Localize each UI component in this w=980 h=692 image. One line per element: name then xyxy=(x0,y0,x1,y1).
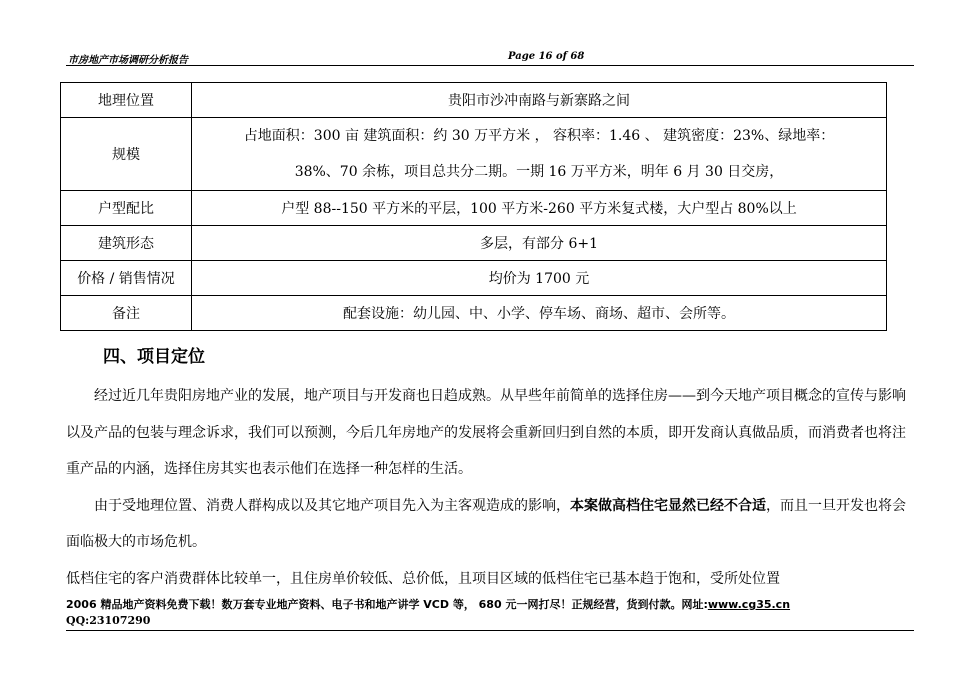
table-row xyxy=(61,118,887,191)
footer-promo-text: 2006 精品地产资料免费下载！数万套专业地产资料、电子书和地产讲学 VCD 等， 680 元一网打尽！正规经营，货到付款。网址: xyxy=(66,598,708,611)
table-row xyxy=(61,191,887,226)
table-row xyxy=(61,83,887,118)
row-value: 配套设施：幼儿园、中、小学、停车场、商场、超市、会所等。 xyxy=(192,296,887,331)
row-label: 户型配比 xyxy=(61,191,192,226)
footer-qq: QQ:23107290 xyxy=(66,614,151,627)
paragraph: 经过近几年贵阳房地产业的发展，地产项目与开发商也日趋成熟。从早些年前简单的选择住房——到今天地产项目概念的宣传与影响以及产品的包装与理念诉求，我们可以预测，今后几年房地产的发展将会重新回归到自然的本质，即开发商认真做品质，而消费者也将注重产品的内涵，选择住房其实也表示他们在选择一种怎样的生活。 xyxy=(66,388,906,477)
row-label: 建筑形态 xyxy=(61,226,192,261)
body-text xyxy=(66,378,916,597)
section-heading: 四、项目定位 xyxy=(103,347,205,367)
page-header xyxy=(66,47,914,66)
row-label: 价格 / 销售情况 xyxy=(61,261,192,296)
header-page-number: Page 16 of 68 xyxy=(508,51,585,62)
page-footer xyxy=(66,597,914,631)
paragraph: 低档住宅的客户消费群体比较单一，且住房单价较低、总价低，且项目区域的低档住宅已基本趋于饱和，受所处位置 xyxy=(66,570,780,587)
row-value-line: 占地面积：300 亩 建筑面积：约 30 万平方米 ， 容积率：1.46 、 建筑密度：23%、绿地率： xyxy=(243,128,835,144)
row-value-line: 38%、70 余栋，项目总共分二期。一期 16 万平方米，明年 6 月 30 日交房， xyxy=(294,164,784,180)
row-value: 多层，有部分 6+1 xyxy=(192,226,887,261)
footer-website-link[interactable]: www.cg35.cn xyxy=(707,598,791,611)
emphasis-text: 本案做高档住宅显然已经不合适 xyxy=(570,497,766,514)
row-label: 地理位置 xyxy=(61,83,192,118)
paragraph-text: 由于受地理位置、消费人群构成以及其它地产项目先入为主客观造成的影响， xyxy=(94,497,570,514)
table-row xyxy=(61,296,887,331)
row-value: 贵阳市沙冲南路与新寨路之间 xyxy=(192,83,887,118)
table-row xyxy=(61,226,887,261)
row-value: 户型 88--150 平方米的平层，100 平方米-260 平方米复式楼，大户型占 80%以上 xyxy=(192,191,887,226)
row-label: 规模 xyxy=(61,118,192,191)
header-report-title: 市房地产市场调研分析报告 xyxy=(68,55,188,66)
row-value xyxy=(192,118,887,191)
row-label: 备注 xyxy=(61,296,192,331)
paragraph xyxy=(66,488,916,561)
project-info-table xyxy=(60,82,887,331)
paragraph-text: ，而且一旦开发也将会面临极大的市场危机。 xyxy=(66,497,906,550)
row-value: 均价为 1700 元 xyxy=(192,261,887,296)
table-row xyxy=(61,261,887,296)
